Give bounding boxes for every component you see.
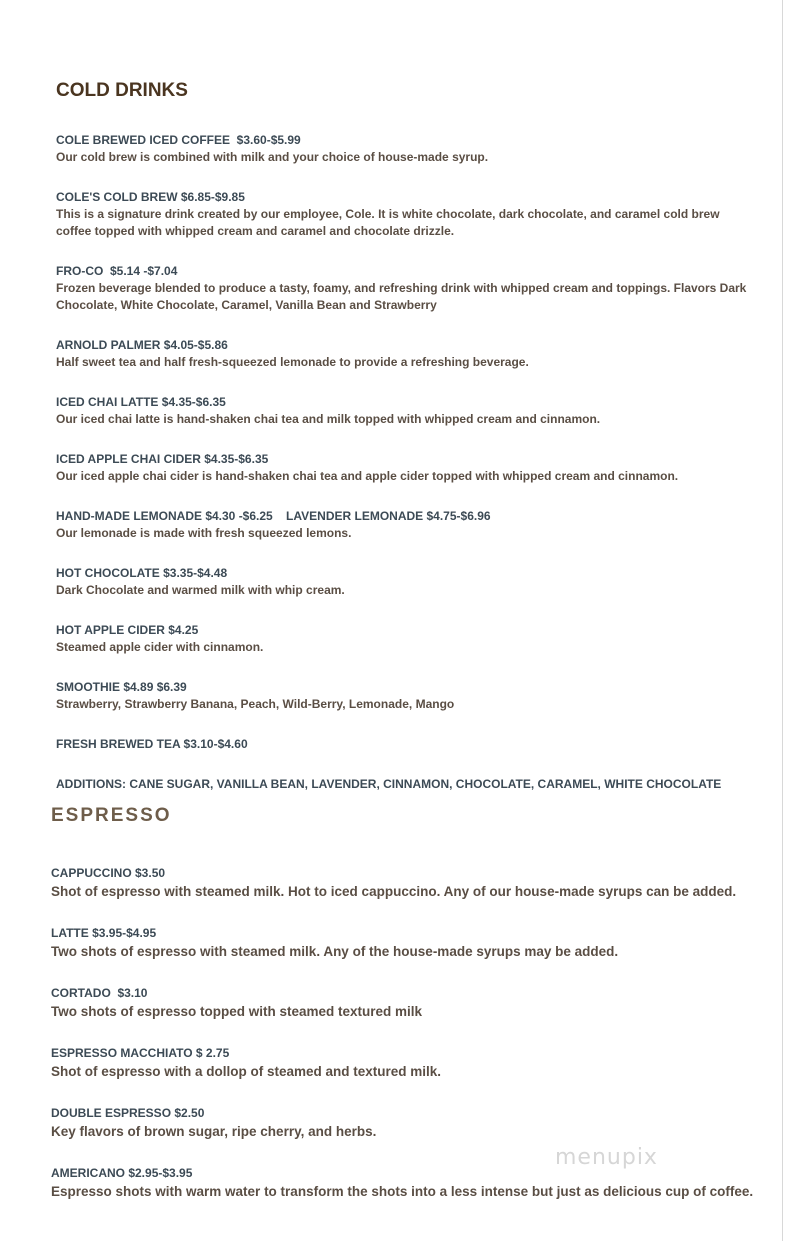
menu-item [56,262,756,314]
item-name: CAPPUCCINO $3.50 [51,866,166,880]
item-name: FRESH BREWED TEA $3.10-$4.60 [56,737,248,751]
menu-item [51,1104,771,1142]
item-name: COLE'S COLD BREW $6.85-$9.85 [56,190,245,204]
item-name: CORTADO $3.10 [51,986,148,1000]
menu-item [51,1044,771,1082]
menu-item [56,621,756,656]
item-description: Our cold brew is combined with milk and your choice of house-made syrup. [56,150,489,164]
item-name: ARNOLD PALMER $4.05-$5.86 [56,338,228,352]
item-description: Our iced chai latte is hand-shaken chai tea and milk topped with whipped cream and cinnamon. [56,412,601,426]
menu-item [51,864,771,902]
espresso-section [51,803,771,1224]
section-title: ESPRESSO [51,805,172,826]
item-name: COLE BREWED ICED COFFEE $3.60-$5.99 [56,133,301,147]
additions-text: ADDITIONS: CANE SUGAR, VANILLA BEAN, LAVENDER, CINNAMON, CHOCOLATE, CARAMEL, WHITE CHOCOLATE [56,777,722,791]
menu-item [56,336,756,371]
item-name: LATTE $3.95-$4.95 [51,926,157,940]
menu-item [56,131,756,166]
cold-drinks-section [56,78,756,815]
item-description: This is a signature drink created by our employee, Cole. It is white chocolate, dark chocolate, and caramel cold brew coffee topped with whipped cream and caramel and chocolate drizzle. [56,207,720,238]
item-name: AMERICANO $2.95-$3.95 [51,1166,193,1180]
item-description: Shot of espresso with a dollop of steamed and textured milk. [51,1064,442,1079]
item-description: Shot of espresso with steamed milk. Hot to iced cappuccino. Any of our house-made syrups can be added. [51,884,737,899]
item-name: HAND-MADE LEMONADE $4.30 -$6.25 LAVENDER LEMONADE $4.75-$6.96 [56,509,491,523]
item-description: Key flavors of brown sugar, ripe cherry, and herbs. [51,1124,377,1139]
menu-item [56,564,756,599]
menu-item [56,507,756,542]
menu-item [51,924,771,962]
additions [56,775,756,793]
menu-item [56,393,756,428]
item-description: Dark Chocolate and warmed milk with whip cream. [56,583,345,597]
item-name: HOT CHOCOLATE $3.35-$4.48 [56,566,228,580]
item-name: DOUBLE ESPRESSO $2.50 [51,1106,205,1120]
item-description: Two shots of espresso with steamed milk. Any of the house-made syrups may be added. [51,944,619,959]
item-name: HOT APPLE CIDER $4.25 [56,623,199,637]
item-name: SMOOTHIE $4.89 $6.39 [56,680,187,694]
item-description: Two shots of espresso topped with steamed textured milk [51,1004,423,1019]
item-name: ICED APPLE CHAI CIDER $4.35-$6.35 [56,452,269,466]
item-description: Espresso shots with warm water to transform the shots into a less intense but just as delicious cup of coffee. [51,1184,754,1199]
menu-item [51,1164,771,1202]
menu-item [56,188,756,240]
item-name: FRO-CO $5.14 -$7.04 [56,264,178,278]
item-name: ESPRESSO MACCHIATO $ 2.75 [51,1046,230,1060]
item-description: Frozen beverage blended to produce a tasty, foamy, and refreshing drink with whipped cream and toppings. Flavors Dark Chocolate, White Chocolate, Caramel, Vanilla Bean and Strawberry [56,281,747,312]
menu-item [56,735,756,753]
item-description: Half sweet tea and half fresh-squeezed lemonade to provide a refreshing beverage. [56,355,529,369]
watermark-logo: menupix [555,1145,658,1170]
page-edge [782,0,783,1241]
item-description: Steamed apple cider with cinnamon. [56,640,264,654]
item-description: Our iced apple chai cider is hand-shaken chai tea and apple cider topped with whipped cream and cinnamon. [56,469,679,483]
menu-item [56,678,756,713]
item-description: Strawberry, Strawberry Banana, Peach, Wild-Berry, Lemonade, Mango [56,697,455,711]
section-title: COLD DRINKS [56,80,188,101]
menu-item [56,450,756,485]
item-name: ICED CHAI LATTE $4.35-$6.35 [56,395,226,409]
item-description: Our lemonade is made with fresh squeezed lemons. [56,526,352,540]
menu-item [51,984,771,1022]
